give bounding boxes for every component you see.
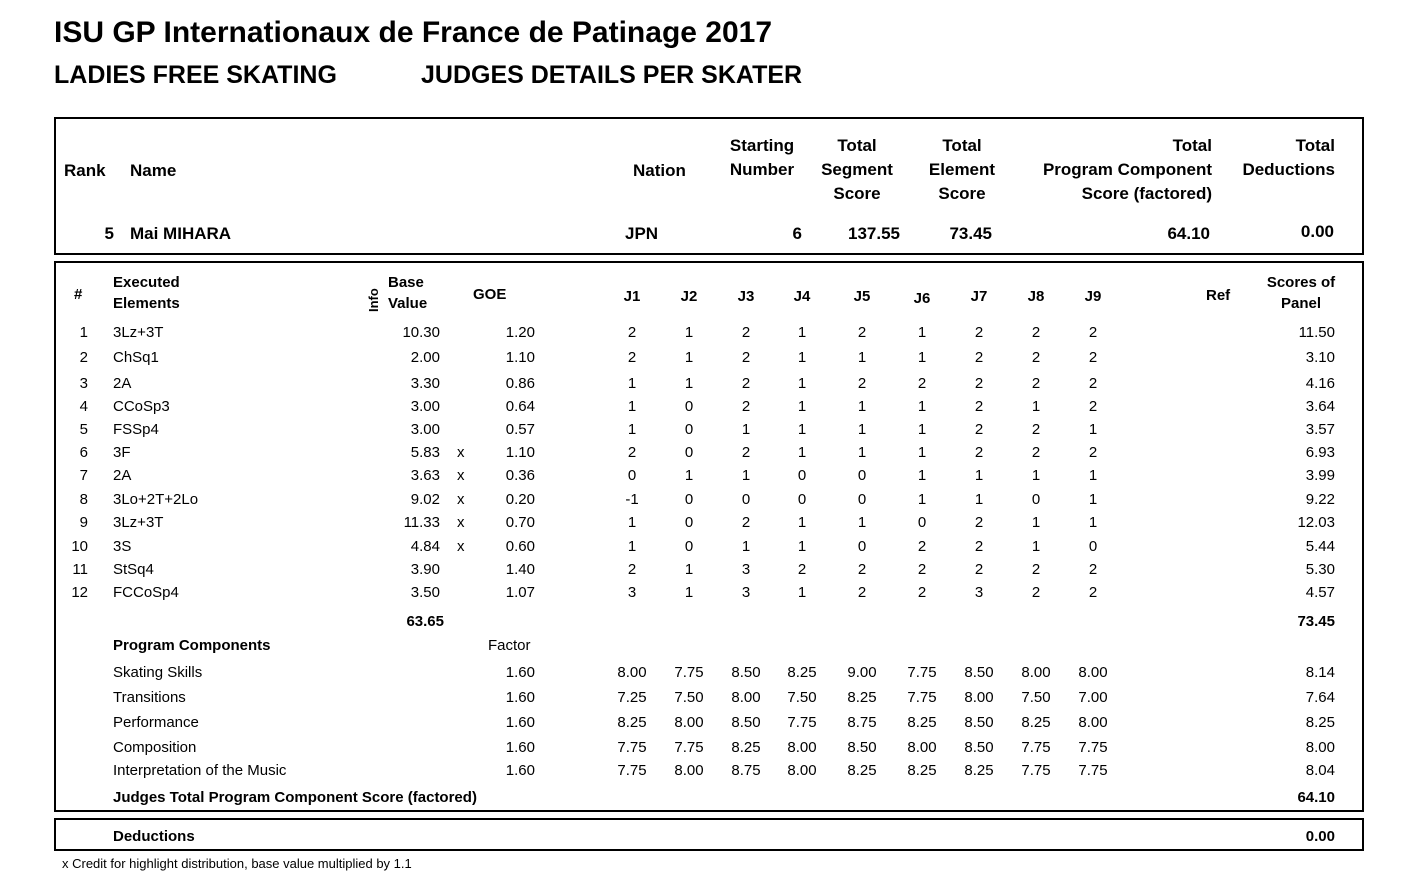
header-line: Deductions — [1242, 160, 1335, 179]
header-line: Program Component — [1042, 160, 1212, 179]
skater-pcs: 64.10 — [1167, 224, 1210, 243]
element-panel-score: 5.30 — [1305, 561, 1335, 578]
judge-goe: 1 — [917, 324, 927, 341]
judge-goe: -1 — [625, 491, 639, 508]
component-name: Composition — [113, 739, 197, 756]
element-number: 7 — [79, 467, 88, 484]
element-name: 3F — [113, 444, 131, 461]
judge-mark: 8.00 — [787, 739, 817, 756]
judge-goe: 0 — [917, 514, 927, 531]
judge-goe: 0 — [857, 491, 867, 508]
judge-mark: 8.00 — [1078, 664, 1108, 681]
page-title: ISU GP Internationaux de France de Patinage 2017 — [54, 16, 773, 49]
element-base-value: 4.84 — [410, 538, 440, 555]
judge-goe: 1 — [917, 491, 927, 508]
judge-mark: 7.25 — [617, 689, 647, 706]
judge-mark: 8.25 — [617, 714, 647, 731]
component-name: Transitions — [113, 689, 186, 706]
header-line: Executed — [113, 274, 180, 291]
judge-goe: 2 — [1031, 584, 1041, 601]
judge-goe: 2 — [741, 375, 751, 392]
judge-mark: 7.50 — [1021, 689, 1051, 706]
judge-mark: 8.25 — [964, 762, 994, 779]
judge-goe: 2 — [974, 349, 984, 366]
factor-heading: Factor — [488, 637, 531, 654]
judge-mark: 8.75 — [847, 714, 877, 731]
pcs-total-label: Judges Total Program Component Score (factored) — [113, 789, 477, 806]
footnote: x Credit for highlight distribution, base value multiplied by 1.1 — [62, 856, 412, 871]
judge-goe: 1 — [1088, 467, 1098, 484]
element-panel-score: 3.99 — [1305, 467, 1335, 484]
judge-mark: 8.00 — [731, 689, 761, 706]
element-goe: 1.07 — [505, 584, 535, 601]
judge-goe: 1 — [741, 538, 751, 555]
judge-goe: 1 — [627, 375, 637, 392]
judge-goe: 0 — [797, 467, 807, 484]
header-line: Total — [942, 136, 982, 155]
component-panel-score: 8.14 — [1305, 664, 1335, 681]
element-goe: 0.86 — [505, 375, 535, 392]
element-info: x — [457, 538, 465, 555]
judge-goe: 1 — [797, 375, 807, 392]
element-number: 5 — [79, 421, 88, 438]
judge-goe: 0 — [684, 514, 694, 531]
component-name: Performance — [113, 714, 199, 731]
judge-goe: 1 — [627, 514, 637, 531]
judge-header: J8 — [1027, 288, 1045, 305]
judge-goe: 2 — [857, 561, 867, 578]
judge-goe: 2 — [917, 538, 927, 555]
judge-goe: 1 — [797, 538, 807, 555]
judge-mark: 8.00 — [907, 739, 937, 756]
element-base-value: 3.63 — [410, 467, 440, 484]
element-info: x — [457, 467, 465, 484]
element-goe: 0.70 — [505, 514, 535, 531]
judge-goe: 2 — [917, 584, 927, 601]
judge-goe: 1 — [684, 584, 694, 601]
judge-mark: 8.25 — [847, 689, 877, 706]
judge-header: J2 — [680, 288, 698, 305]
judge-goe: 2 — [1088, 349, 1098, 366]
judge-header: J5 — [853, 288, 871, 305]
judge-mark: 8.00 — [1078, 714, 1108, 731]
element-base-value: 11.33 — [403, 514, 440, 531]
segment-title: LADIES FREE SKATING — [54, 61, 337, 89]
judge-goe: 1 — [684, 561, 694, 578]
component-factor: 1.60 — [505, 714, 535, 731]
judge-mark: 8.00 — [787, 762, 817, 779]
scores-of-panel-header — [1258, 272, 1344, 314]
header-line: Element — [928, 160, 996, 179]
judge-goe: 1 — [857, 349, 867, 366]
ref-header: Ref — [1206, 287, 1231, 304]
component-factor: 1.60 — [505, 689, 535, 706]
judge-mark: 8.00 — [1021, 664, 1051, 681]
judge-goe: 1 — [797, 514, 807, 531]
element-number: 12 — [71, 584, 88, 601]
header-line: Score (factored) — [1081, 184, 1212, 203]
total-deductions-header — [1220, 134, 1335, 182]
judge-mark: 8.25 — [847, 762, 877, 779]
total-segment-score-header — [812, 134, 902, 206]
judge-goe: 2 — [1088, 375, 1098, 392]
judge-goe: 0 — [857, 538, 867, 555]
element-name: CCoSp3 — [113, 398, 170, 415]
judge-goe: 1 — [917, 398, 927, 415]
element-panel-score: 11.50 — [1298, 324, 1335, 341]
judge-goe: 1 — [797, 324, 807, 341]
judge-goe: 2 — [797, 561, 807, 578]
total-element-score-header — [912, 134, 1012, 206]
element-panel-score: 4.57 — [1305, 584, 1335, 601]
info-header: Info — [366, 288, 381, 312]
element-number: 3 — [79, 375, 88, 392]
judge-goe: 0 — [684, 444, 694, 461]
judge-goe: 0 — [1088, 538, 1098, 555]
header-line: Total — [837, 136, 877, 155]
judge-header: J9 — [1084, 288, 1102, 305]
judge-goe: 1 — [684, 324, 694, 341]
judge-goe: 2 — [1088, 584, 1098, 601]
judge-goe: 2 — [1031, 324, 1041, 341]
judge-goe: 2 — [857, 324, 867, 341]
judge-mark: 8.25 — [1021, 714, 1051, 731]
starting-number-header — [720, 134, 804, 182]
judge-goe: 2 — [741, 349, 751, 366]
element-panel-score: 3.64 — [1305, 398, 1335, 415]
judge-goe: 2 — [1088, 444, 1098, 461]
judge-goe: 1 — [1031, 514, 1041, 531]
judge-goe: 1 — [917, 467, 927, 484]
judge-goe: 2 — [974, 375, 984, 392]
judge-goe: 1 — [857, 398, 867, 415]
judge-mark: 7.75 — [1021, 762, 1051, 779]
element-number: 10 — [71, 538, 88, 555]
judge-goe: 2 — [1088, 398, 1098, 415]
judge-mark: 8.25 — [731, 739, 761, 756]
judge-goe: 1 — [627, 398, 637, 415]
component-factor: 1.60 — [505, 664, 535, 681]
judge-goe: 2 — [917, 561, 927, 578]
element-goe: 1.20 — [505, 324, 535, 341]
judge-goe: 2 — [627, 324, 637, 341]
component-factor: 1.60 — [505, 739, 535, 756]
judge-goe: 1 — [1031, 398, 1041, 415]
judge-mark: 8.75 — [731, 762, 761, 779]
judge-goe: 1 — [797, 421, 807, 438]
judge-header: J7 — [970, 288, 988, 305]
judge-goe: 0 — [684, 421, 694, 438]
element-panel-score: 6.93 — [1305, 444, 1335, 461]
judge-goe: 2 — [1031, 444, 1041, 461]
judge-goe: 2 — [974, 538, 984, 555]
judge-goe: 1 — [857, 421, 867, 438]
element-name: 3Lz+3T — [113, 324, 164, 341]
element-panel-score: 3.57 — [1305, 421, 1335, 438]
judge-goe: 2 — [974, 561, 984, 578]
skater-rank: 5 — [104, 224, 114, 243]
element-goe: 1.10 — [505, 349, 535, 366]
element-goe: 0.60 — [505, 538, 535, 555]
element-name: ChSq1 — [113, 349, 159, 366]
judge-goe: 1 — [627, 538, 637, 555]
element-number: 9 — [79, 514, 88, 531]
header-line: Panel — [1280, 295, 1322, 312]
judge-mark: 9.00 — [847, 664, 877, 681]
judge-goe: 1 — [1088, 514, 1098, 531]
judge-mark: 7.00 — [1078, 689, 1108, 706]
judge-mark: 7.75 — [617, 762, 647, 779]
judge-goe: 1 — [857, 514, 867, 531]
judge-goe: 2 — [627, 561, 637, 578]
component-factor: 1.60 — [505, 762, 535, 779]
skater-name: Mai MIHARA — [130, 224, 232, 243]
judge-mark: 8.00 — [617, 664, 647, 681]
skater-tes: 73.45 — [949, 224, 992, 243]
judge-goe: 3 — [741, 561, 751, 578]
header-line: Scores of — [1266, 274, 1336, 291]
header-line: Base — [388, 274, 424, 291]
component-name: Skating Skills — [113, 664, 203, 681]
number-header: # — [74, 286, 83, 303]
judge-goe: 2 — [857, 584, 867, 601]
judge-goe: 2 — [1031, 349, 1041, 366]
judge-goe: 2 — [1031, 375, 1041, 392]
rank-header: Rank — [64, 161, 106, 180]
judge-goe: 2 — [857, 375, 867, 392]
header-line: Total — [1172, 136, 1212, 155]
judge-mark: 7.50 — [787, 689, 817, 706]
judge-mark: 8.00 — [674, 714, 704, 731]
header-line: Value — [388, 295, 428, 312]
judge-goe: 0 — [857, 467, 867, 484]
header-line: Elements — [113, 295, 180, 312]
judge-goe: 1 — [797, 584, 807, 601]
element-number: 6 — [79, 444, 88, 461]
judge-goe: 1 — [797, 398, 807, 415]
judge-goe: 3 — [741, 584, 751, 601]
element-number: 11 — [72, 561, 88, 578]
nation-header: Nation — [633, 161, 686, 180]
judge-goe: 0 — [684, 398, 694, 415]
judge-mark: 8.50 — [731, 664, 761, 681]
judge-header: J6 — [913, 290, 931, 307]
judge-mark: 8.25 — [907, 762, 937, 779]
judge-goe: 2 — [917, 375, 927, 392]
judge-goe: 2 — [974, 324, 984, 341]
judge-mark: 8.50 — [964, 714, 994, 731]
judge-mark: 8.50 — [964, 739, 994, 756]
skater-nation: JPN — [625, 224, 659, 243]
header-line: Segment — [821, 160, 893, 179]
judge-mark: 7.75 — [907, 689, 937, 706]
judge-goe: 1 — [1088, 421, 1098, 438]
deductions-value: 0.00 — [1305, 828, 1335, 845]
element-goe: 1.40 — [505, 561, 535, 578]
judge-goe: 2 — [974, 398, 984, 415]
judge-goe: 2 — [974, 514, 984, 531]
judge-goe: 0 — [627, 467, 637, 484]
judge-mark: 7.75 — [674, 664, 704, 681]
element-name: 2A — [113, 375, 132, 392]
component-panel-score: 8.04 — [1305, 762, 1335, 779]
element-panel-score: 5.44 — [1305, 538, 1335, 555]
judge-goe: 3 — [974, 584, 984, 601]
judge-goe: 2 — [974, 444, 984, 461]
judge-goe: 2 — [1031, 421, 1041, 438]
skater-tss: 137.55 — [848, 224, 900, 243]
report-title: JUDGES DETAILS PER SKATER — [421, 61, 803, 89]
base-value-header — [388, 272, 427, 314]
judge-header: J3 — [737, 288, 755, 305]
element-panel-score: 12.03 — [1297, 514, 1335, 531]
element-goe: 1.10 — [505, 444, 535, 461]
skater-start-number: 6 — [792, 224, 802, 243]
judge-goe: 2 — [741, 398, 751, 415]
element-goe: 0.64 — [505, 398, 535, 415]
judge-goe: 1 — [684, 467, 694, 484]
judge-goe: 0 — [684, 538, 694, 555]
judge-goe: 1 — [917, 444, 927, 461]
element-name: 3Lz+3T — [113, 514, 164, 531]
judge-goe: 1 — [741, 421, 751, 438]
judge-goe: 1 — [741, 467, 751, 484]
judge-mark: 8.50 — [847, 739, 877, 756]
judge-goe: 1 — [684, 375, 694, 392]
element-number: 2 — [79, 349, 88, 366]
element-base-value: 10.30 — [402, 324, 440, 341]
judge-goe: 2 — [741, 514, 751, 531]
element-goe: 0.20 — [505, 491, 535, 508]
judge-header: J4 — [793, 288, 811, 305]
deductions-label: Deductions — [113, 828, 195, 845]
judge-mark: 8.50 — [964, 664, 994, 681]
judge-goe: 1 — [917, 349, 927, 366]
judge-goe: 3 — [627, 584, 637, 601]
judge-goe: 1 — [974, 491, 984, 508]
judge-goe: 1 — [1031, 467, 1041, 484]
judge-mark: 7.75 — [1078, 762, 1108, 779]
judge-goe: 1 — [917, 421, 927, 438]
element-goe: 0.36 — [505, 467, 535, 484]
judge-mark: 7.75 — [1078, 739, 1108, 756]
header-line: Number — [729, 160, 795, 179]
judge-goe: 1 — [797, 349, 807, 366]
name-header: Name — [130, 161, 177, 180]
element-number: 1 — [79, 324, 88, 341]
judge-goe: 2 — [741, 444, 751, 461]
judge-mark: 8.00 — [964, 689, 994, 706]
judge-goe: 2 — [1031, 561, 1041, 578]
element-panel-score: 4.16 — [1305, 375, 1335, 392]
total-pcs-header — [1010, 134, 1212, 206]
judge-goe: 2 — [627, 444, 637, 461]
element-base-value: 2.00 — [410, 349, 440, 366]
element-number: 8 — [79, 491, 88, 508]
element-name: FSSp4 — [113, 421, 159, 438]
pcs-total-value: 64.10 — [1297, 789, 1335, 806]
element-info: x — [457, 491, 465, 508]
element-name: 3S — [113, 538, 132, 555]
judge-mark: 8.25 — [907, 714, 937, 731]
judge-goe: 1 — [627, 421, 637, 438]
program-components-heading: Program Components — [113, 637, 271, 654]
judge-mark: 8.00 — [674, 762, 704, 779]
judge-goe: 2 — [1088, 561, 1098, 578]
judge-goe: 2 — [741, 324, 751, 341]
element-base-value: 9.02 — [410, 491, 440, 508]
component-name: Interpretation of the Music — [113, 762, 287, 779]
component-panel-score: 7.64 — [1305, 689, 1335, 706]
element-base-value: 5.83 — [410, 444, 440, 461]
element-name: 3Lo+2T+2Lo — [113, 491, 199, 508]
judge-goe: 1 — [857, 444, 867, 461]
judge-mark: 7.75 — [617, 739, 647, 756]
judge-mark: 8.25 — [787, 664, 817, 681]
header-line: Score — [833, 184, 881, 203]
element-number: 4 — [79, 398, 88, 415]
judge-goe: 0 — [1031, 491, 1041, 508]
judge-goe: 2 — [627, 349, 637, 366]
element-info: x — [457, 444, 465, 461]
header-line: Total — [1295, 136, 1335, 155]
component-panel-score: 8.00 — [1305, 739, 1335, 756]
judge-mark: 7.50 — [674, 689, 704, 706]
element-base-value: 3.90 — [410, 561, 440, 578]
judge-goe: 0 — [684, 491, 694, 508]
element-name: StSq4 — [113, 561, 154, 578]
judge-goe: 2 — [1088, 324, 1098, 341]
judge-goe: 1 — [974, 467, 984, 484]
panel-score-total: 73.45 — [1297, 613, 1335, 630]
judge-mark: 7.75 — [907, 664, 937, 681]
judge-goe: 0 — [741, 491, 751, 508]
judge-mark: 7.75 — [674, 739, 704, 756]
judge-goe: 1 — [1088, 491, 1098, 508]
judge-goe: 1 — [797, 444, 807, 461]
deductions-box — [54, 818, 1364, 851]
judge-goe: 2 — [974, 421, 984, 438]
judge-mark: 7.75 — [1021, 739, 1051, 756]
judge-mark: 7.75 — [787, 714, 817, 731]
judge-goe: 1 — [1031, 538, 1041, 555]
element-panel-score: 3.10 — [1305, 349, 1335, 366]
judge-mark: 8.50 — [731, 714, 761, 731]
skater-deductions: 0.00 — [1300, 222, 1334, 241]
header-line: Score — [938, 184, 986, 203]
element-base-value: 3.30 — [410, 375, 440, 392]
judge-goe: 1 — [684, 349, 694, 366]
element-base-value: 3.50 — [410, 584, 440, 601]
judge-header: J1 — [623, 288, 641, 305]
element-base-value: 3.00 — [410, 398, 440, 415]
element-goe: 0.57 — [505, 421, 535, 438]
goe-header: GOE — [473, 286, 507, 303]
element-panel-score: 9.22 — [1305, 491, 1335, 508]
element-name: FCCoSp4 — [113, 584, 179, 601]
header-line: Starting — [729, 136, 795, 155]
element-name: 2A — [113, 467, 132, 484]
component-panel-score: 8.25 — [1305, 714, 1335, 731]
base-value-total: 63.65 — [406, 613, 444, 630]
element-base-value: 3.00 — [410, 421, 440, 438]
element-info: x — [457, 514, 465, 531]
judge-goe: 0 — [797, 491, 807, 508]
executed-elements-header — [113, 272, 180, 314]
